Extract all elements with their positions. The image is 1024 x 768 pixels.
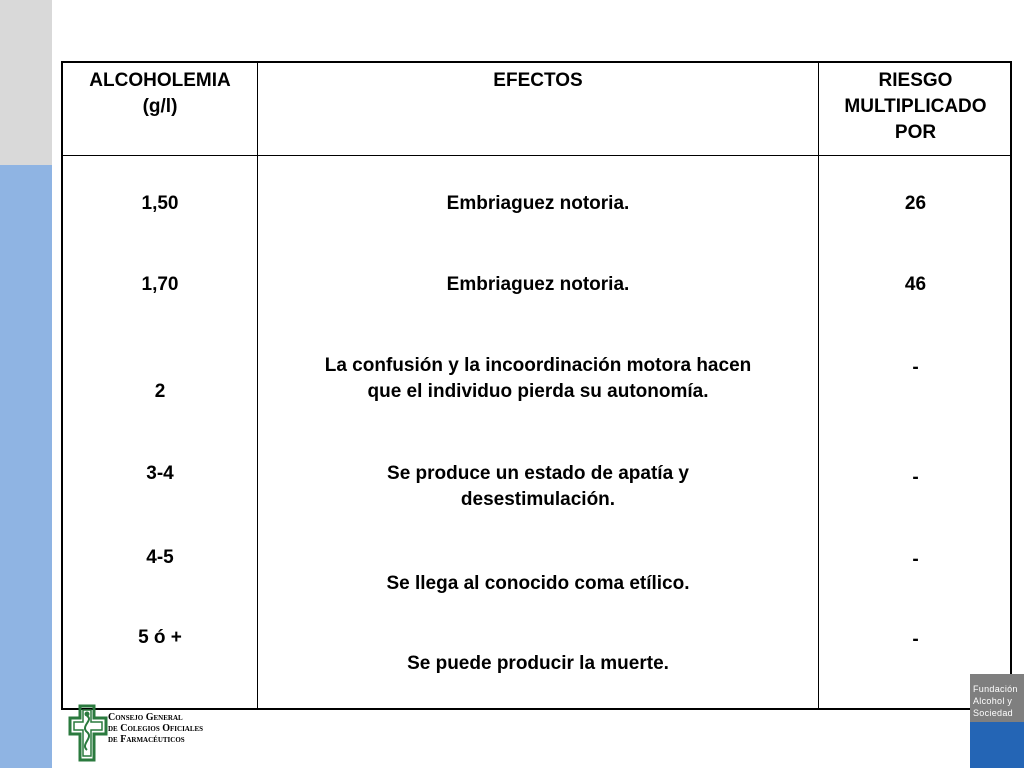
row5-riesgo: - [912, 549, 919, 570]
cgcof-name [108, 712, 208, 745]
row6-efectos-line1: Se puede producir la muerte. [407, 653, 669, 674]
header-alcoholemia-line1: ALCOHOLEMIA [89, 70, 231, 91]
header-riesgo-line3: POR [894, 122, 937, 143]
header-riesgo-line2: MULTIPLICADO [844, 96, 987, 117]
alcohol-effects-table [61, 61, 1012, 710]
side-bar-gray [0, 0, 52, 165]
header-alcoholemia-line2: (g/l) [142, 96, 178, 117]
row2-riesgo: 46 [904, 274, 927, 295]
cgcof-line3: de Farmacéuticos [108, 734, 185, 745]
header-efectos [258, 68, 818, 94]
row3-efectos-line2: que el individuo pierda su autonomía. [367, 381, 709, 402]
row3-riesgo: - [912, 357, 919, 378]
row6-riesgo: - [912, 629, 919, 650]
header-riesgo-line1: RIESGO [878, 70, 953, 91]
row1-efectos [258, 191, 818, 217]
row4-efectos-line1: Se produce un estado de apatía y [387, 463, 689, 484]
row3-efectos [258, 353, 818, 405]
cgcof-line1: Consejo General [108, 712, 183, 723]
side-bar-blue [0, 165, 52, 768]
row6-alcoholemia: 5 ó + [138, 627, 182, 648]
cgcof-logo [68, 704, 208, 762]
fundacion-logo-text [973, 683, 1024, 719]
fundacion-alcohol-sociedad-logo [970, 674, 1024, 768]
pharmacy-cross-icon [68, 704, 108, 762]
row3-alcoholemia: 2 [154, 381, 166, 402]
row1-efectos-line1: Embriaguez notoria. [446, 193, 630, 214]
row2-efectos-line1: Embriaguez notoria. [446, 274, 630, 295]
row4-alcoholemia: 3-4 [146, 463, 174, 484]
cgcof-line2: de Colegios Oficiales [108, 723, 204, 734]
row4-efectos-line2: desestimulación. [460, 489, 616, 510]
row2-efectos [258, 272, 818, 298]
row1-alcoholemia: 1,50 [141, 193, 179, 214]
row5-alcoholemia: 4-5 [146, 547, 174, 568]
row1-riesgo: 26 [904, 193, 927, 214]
fundacion-line3: Sociedad [973, 708, 1013, 718]
header-efectos-line1: EFECTOS [493, 70, 583, 91]
header-divider [63, 155, 1010, 156]
row2-alcoholemia: 1,70 [141, 274, 179, 295]
row3-efectos-line1: La confusión y la incoordinación motora hacen [324, 355, 752, 376]
fundacion-line1: Fundación [973, 684, 1018, 694]
column-divider-2 [818, 63, 819, 708]
header-riesgo [819, 68, 1012, 146]
row5-efectos-line1: Se llega al conocido coma etílico. [386, 573, 690, 594]
row4-efectos [258, 461, 818, 513]
fundacion-line2: Alcohol y [973, 696, 1013, 706]
fundacion-logo-blue-block [970, 722, 1024, 768]
row4-riesgo: - [912, 467, 919, 488]
header-alcoholemia [63, 68, 257, 120]
row5-efectos [258, 571, 818, 597]
row6-efectos [258, 651, 818, 677]
